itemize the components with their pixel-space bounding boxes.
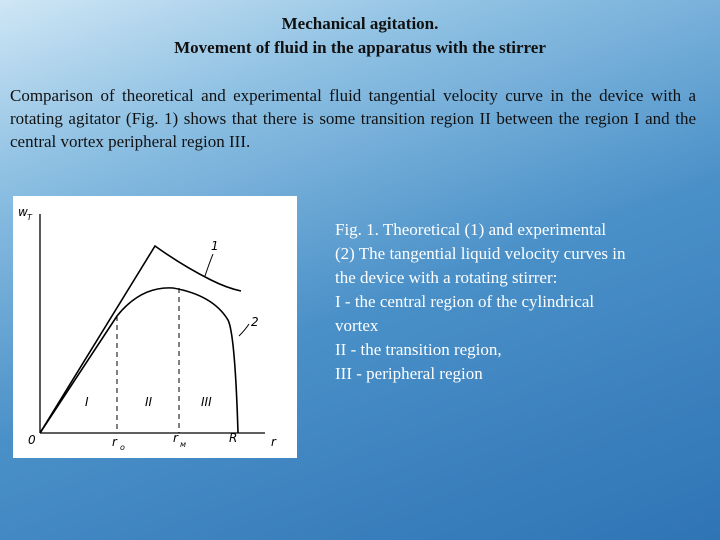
slide-title (0, 12, 720, 60)
tick-label-R: R (229, 431, 238, 445)
caption-line: the device with a rotating stirrer: (335, 268, 558, 287)
curve-1-leader (205, 254, 213, 276)
tick-label-r0: r (112, 435, 117, 449)
region-label-I: I (85, 395, 89, 409)
caption-line: II - the transition region, (335, 340, 502, 359)
caption-line: III - peripheral region (335, 364, 483, 383)
caption-line: I - the central region of the cylindrical (335, 292, 595, 311)
figure-caption (335, 218, 705, 386)
origin-label: 0 (28, 433, 36, 447)
title-line-1: Mechanical agitation. (281, 14, 439, 33)
x-axis-label: r (271, 435, 276, 449)
y-axis-subscript: T (27, 213, 32, 222)
caption-line: vortex (335, 316, 379, 335)
caption-line: Fig. 1. Theoretical (1) and experimental (335, 220, 607, 239)
velocity-diagram (13, 196, 297, 458)
caption-line: (2) The tangential liquid velocity curves in (335, 244, 626, 263)
intro-paragraph: Comparison of theoretical and experimental fluid tangential velocity curve in the device with a rotating agitator (Fig. 1) shows that there is some transition region II between the region I and the central vortex peripheral region III. (10, 86, 696, 151)
curve-2-leader (239, 324, 249, 336)
region-label-III: III (201, 395, 212, 409)
velocity-figure (13, 196, 297, 458)
region-label-II: II (145, 395, 153, 409)
tick-label-rm: r (173, 431, 178, 445)
curve-label-2: 2 (251, 315, 259, 329)
curve-2-experimental (40, 288, 238, 433)
tick-subscript-rm: м (180, 440, 187, 449)
y-axis-label: w (18, 205, 28, 219)
tick-subscript-r0: o (120, 443, 125, 452)
curve-label-1: 1 (211, 239, 219, 253)
title-line-2: Movement of fluid in the apparatus with the stirrer (174, 38, 546, 57)
